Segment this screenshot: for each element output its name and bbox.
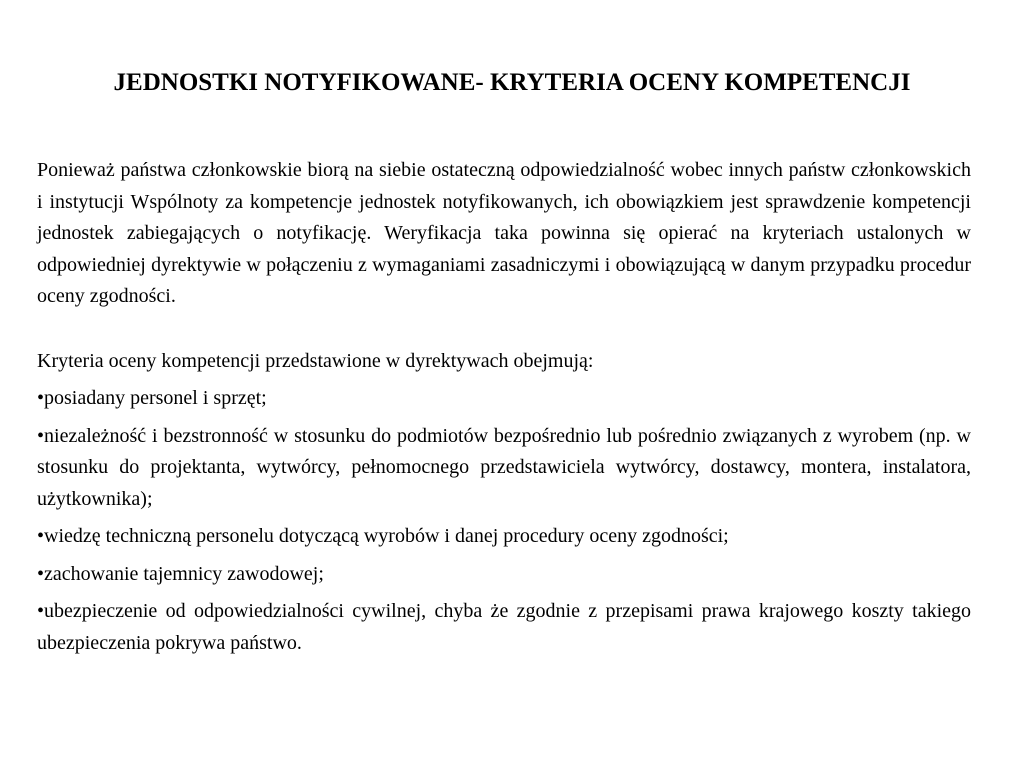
bullet-text: niezależność i bezstronność w stosunku do podmiotów bezpośrednio lub pośrednio związanych z wyrobem (np. w stosunku do projektanta, wytwórcy, pełnomocnego przedstawiciela wytwórcy, dostawcy, montera, instalatora, użytkownika); — [37, 424, 971, 510]
slide-title: JEDNOSTKI NOTYFIKOWANE- KRYTERIA OCENY KOMPETENCJI — [113, 69, 911, 96]
bullet-item-personnel — [37, 383, 971, 415]
bullet-item-technical-knowledge — [37, 521, 971, 553]
bullet-mark: • — [37, 387, 45, 409]
criteria-lead: Kryteria oceny kompetencji przedstawione w dyrektywach obejmują: — [37, 349, 594, 372]
bullet-mark: • — [37, 525, 45, 547]
intro-paragraph: Ponieważ państwa członkowskie biorą na siebie ostateczną odpowiedzialność wobec innych państw członkowskich i instytucji Wspólnoty za kompetencje jednostek notyfikowanych, ich obowiązkiem jest sprawdzenie kompetencji jednostek zabiegających o notyfikację. Weryfikacja taka powinna się opierać na kryteriach ustalonych w odpowiedniej dyrektywie w połączeniu z wymaganiami zasadniczymi i obowiązującą w danym przypadku procedur oceny zgodności. — [37, 159, 971, 307]
slide-body — [37, 155, 971, 665]
bullet-item-confidentiality — [37, 559, 971, 591]
bullet-text: zachowanie tajemnicy zawodowej; — [44, 562, 324, 585]
bullet-item-independence — [37, 421, 971, 516]
bullet-mark: • — [37, 562, 45, 585]
bullet-mark: • — [37, 600, 45, 622]
bullet-text: posiadany personel i sprzęt; — [44, 387, 267, 409]
bullet-item-insurance — [37, 596, 971, 659]
bullet-mark: • — [37, 424, 45, 447]
bullet-text: ubezpieczenie od odpowiedzialności cywilnej, chyba że zgodnie z przepisami prawa krajowego koszty takiego ubezpieczenia pokrywa państwo. — [37, 600, 971, 654]
bullet-text: wiedzę techniczną personelu dotyczącą wyrobów i danej procedury oceny zgodności; — [44, 525, 729, 547]
